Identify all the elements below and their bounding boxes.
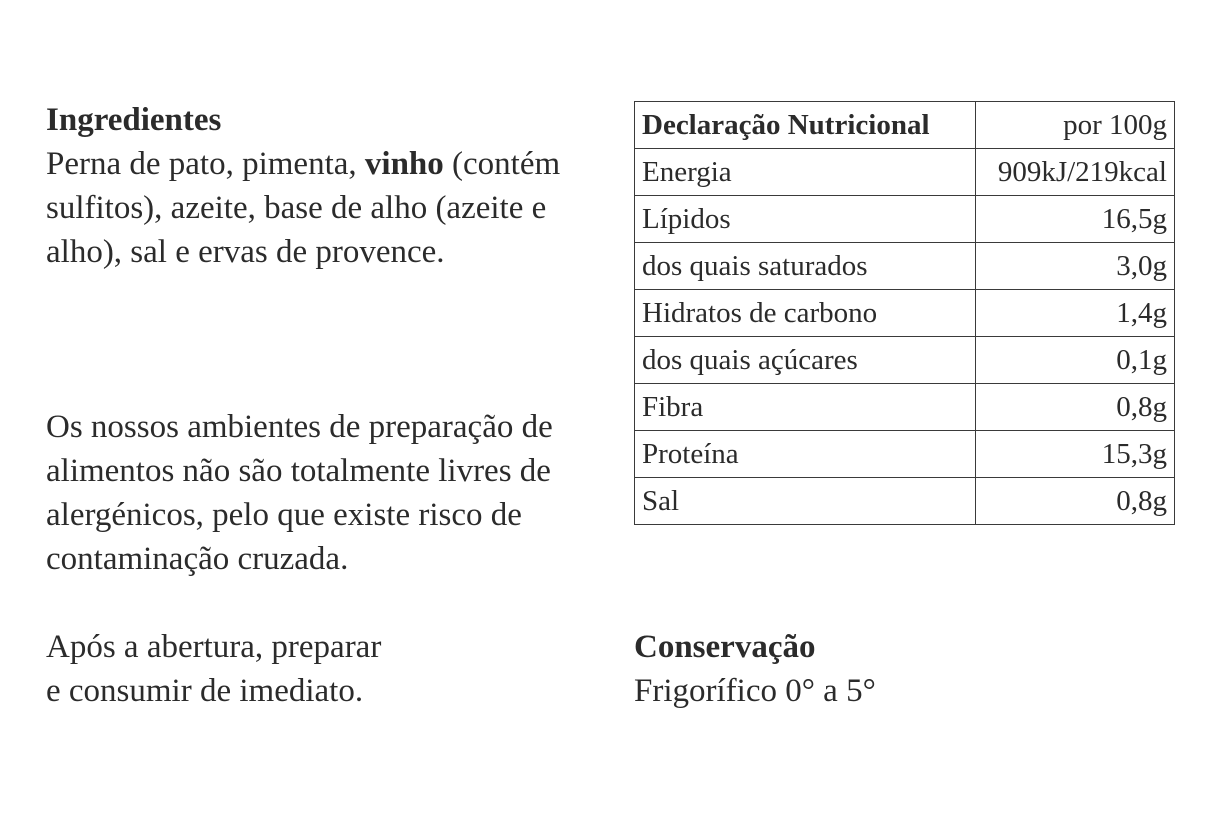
- nutrient-value: 0,8g: [976, 478, 1175, 525]
- storage-section: [634, 625, 1194, 713]
- nutrient-name: dos quais saturados: [635, 243, 976, 290]
- nutrient-name: Lípidos: [635, 196, 976, 243]
- storage-heading: Conservação: [634, 629, 816, 665]
- nutrient-value: 1,4g: [976, 290, 1175, 337]
- ingredients-heading: Ingredientes: [46, 102, 222, 138]
- nutrition-row: [635, 149, 1175, 196]
- nutrition-row: [635, 243, 1175, 290]
- nutrient-name: Proteína: [635, 431, 976, 478]
- allergen-notice-text: Os nossos ambientes de preparação de alimentos não são totalmente livres de alergénicos, pelo que existe risco de contaminação cruzada.: [46, 409, 553, 577]
- ingredients-text: [46, 142, 616, 274]
- opening-notice-line-2: e consumir de imediato.: [46, 673, 364, 709]
- nutrition-row: [635, 384, 1175, 431]
- ingredients-text-end: (contém sulfitos), azeite, base de alho (azeite e alho), sal e ervas de provence.: [46, 146, 561, 270]
- opening-notice-section: [46, 625, 606, 713]
- nutrient-value: 0,8g: [976, 384, 1175, 431]
- nutrient-value: 909kJ/219kcal: [976, 149, 1175, 196]
- nutrient-name: Sal: [635, 478, 976, 525]
- nutrition-row: [635, 431, 1175, 478]
- nutrient-name: Fibra: [635, 384, 976, 431]
- allergen-notice-section: [46, 405, 626, 581]
- nutrient-name: Energia: [635, 149, 976, 196]
- ingredients-section: [46, 98, 616, 274]
- nutrition-header-row: [635, 102, 1175, 149]
- nutrient-value: 0,1g: [976, 337, 1175, 384]
- nutrition-row: [635, 478, 1175, 525]
- ingredients-text-start: Perna de pato, pimenta,: [46, 146, 365, 182]
- nutrition-table: [634, 101, 1175, 525]
- nutrient-value: 3,0g: [976, 243, 1175, 290]
- nutrient-value: 16,5g: [976, 196, 1175, 243]
- nutrition-row: [635, 290, 1175, 337]
- nutrient-value: 15,3g: [976, 431, 1175, 478]
- ingredients-allergen-wine: vinho: [364, 146, 444, 182]
- nutrition-row: [635, 196, 1175, 243]
- nutrient-name: Hidratos de carbono: [635, 290, 976, 337]
- nutrition-header-label: Declaração Nutricional: [635, 102, 976, 149]
- nutrition-header-unit: por 100g: [976, 102, 1175, 149]
- nutrient-name: dos quais açúcares: [635, 337, 976, 384]
- nutrition-row: [635, 337, 1175, 384]
- opening-notice-line-1: Após a abertura, preparar: [46, 629, 382, 665]
- storage-text: Frigorífico 0° a 5°: [634, 673, 876, 709]
